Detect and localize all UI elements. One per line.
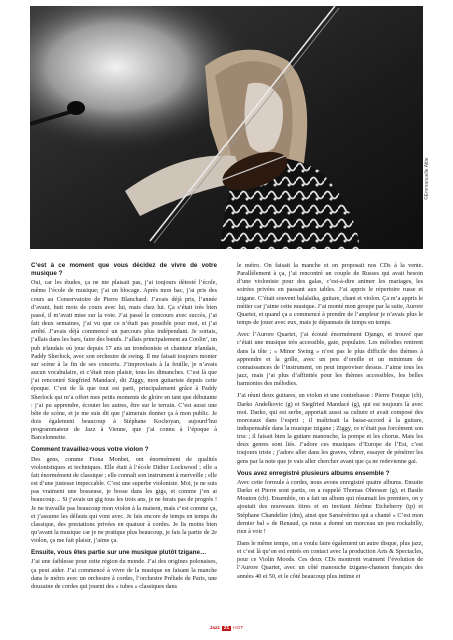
question-heading: C’est à ce moment que vous décidez de vivre de votre musique ? [31,262,217,278]
photo-drawing [30,6,423,249]
question-heading: Ensuite, vous êtes partie sur une musique plutôt tzigane… [31,549,207,557]
paragraph: Avec l’Aurore Quartet, j’ai écouté énormément Django, et trouvé que c’était une musique très accessible, gaie, populaire. Les mélodies rentrent dans la tête ; « Minor Swing » n’est pas le plus difficile des thèmes à apprendre et la grille, avec un peu d’oreille et un minimum de connaissances de l’instrument, on peut improviser dessus. J’aime tous les jazz, mais j’ai plus d’affinités pour les thèmes accessibles, les belles harmonies des mélodies. [237,332,423,388]
page-footer [0,626,453,631]
paragraph: Avec cette formule à cordes, nous avons enregistré quatre albums. Ensuite Darko et Pierre sont partis, on a rappelé Thomas Ohresser (g), et Basile Mouton (cb). Ensemble, on a fait un album qui résumait les premiers, on y ajoutait des nouveaux titres et en invitant Jérôme Etcheberry (tp) et Stéphane Chandelier (dm), ainsi que Sansévérino qui a chanté « C’est mon dernier bal » de Renaud, ça nous a donné un morceau un peu rockabilly, rien à voir ! [237,479,423,535]
paragraph: Dans le même temps, on a voulu faire également un autre disque, plus jazz, et c’est là qu’on est entrés en contact avec la production Arts & Spectacles, pour ce Violin Moods. Ces deux CDs montrent vraiment l’évolution de l’Aurore Quartet, avec un côté manouche tzigane-chanson français des années 40 et 50, et le côté beaucoup plus intime et [237,541,423,580]
question-heading: Vous avez enregistré plusieurs albums ensemble ? [237,469,390,477]
question-heading: Comment travaillez-vous votre violon ? [31,446,149,454]
article-column-right [237,262,423,585]
paragraph: le métro. On faisait la manche et on proposait nos CDs à la vente. Parallèlement à ça, j’ai rencontré un couple de Russes qui avait besoin d’une violoniste pour des galas, c’est-à-dire animer les mariages, les soirées privées en passant aux tables. J’ai appris le répertoire russe et tzigane. C’était souvent balalaïka, guitare, chant et violon. Ça m’a appris le métier car j’aime cette musique. J’ai monté mon groupe par la suite, Aurore Quartet, et quand ça a commencé à prendre de l’ampleur je n’avais plus le temps de jouer avec eux, mais je dépannais de temps en temps. [237,263,423,327]
paragraph: J’ai une faiblesse pour cette région du monde. J’ai des origines polonaises, ça peut aider. J’ai commencé à vivre de la musique en faisant la manche dans le métro avec un orchestre à cordes, l’orchestre Prélude de Paris, une douzaine de cordes qui jouent des « tubes » classiques dans [31,559,217,590]
article-column-left [31,262,217,595]
photo-credit: ©Emmanuelle Attie [424,157,430,200]
footer-page-number: 21 [223,626,230,631]
footer-magazine: Jazz [209,626,220,631]
paragraph: Oui, car les études, ça ne me plaisait pas, j’ai toujours détesté l’école, même l’école de musique; j’ai un blocage. Après mon bac, j’ai pris des cours au Conservatoire de Pierre Blanchard. J’avais déjà pris, l’année d’avant, huit mois de cours avec lui, mais chez lui. Ça s’était très bien passé, il m’avait mise sur la voie. J’ai passé le concours avec succès, j’ai fait deux semaines, j’ai vu que ce n’était pas possible pour moi, et j’ai arrêté. J’avais déjà commencé un parcours plus indépendant. Je sortais, j’allais dans les bars, faire des bœufs. J’allais principalement au Coolin’, un pub irlandais où joue depuis 17 ans un tromboniste et chanteur irlandais, Paddy Sherlock, avec son orchestre de swing. Il me faisait toujours monter sur scène à la fin de ses concerts. J’improvisais à la feuille, je n’avais aucun vocabulaire, et c’était mon plaisir, tous les dimanches. C’est là que j’ai rencontré Siegfried Mandacé, dit Ziggy, mon guitariste depuis cette époque. C’est de là que tout est parti, principalement grâce à Paddy Sherlock qui m’a offert mes petits moments de gloire en tant que débutante : j’ai pu apprendre, écouter les autres, être sur le terrain. C’est aussi une bête de scène, et je me suis dit que j’aimerais donner ça à mon public. Je dois également beaucoup à Stéphane Kochoyan, aujourd’hui programmateur de Jazz à Vienne, que j’ai connu à l’époque à Barcelonnette. [31,280,217,442]
violinist-photo [30,6,423,249]
paragraph: Des gens, comme Fiona Monbet, ont énormément de qualités violonistiques et techniques. Elle était à l’école Didier Lockwood ; elle a fait énormément de classique ; elle connaît son instrument à merveille ; elle est d’une justesse impeccable. C’est une superbe violoniste. Moi, je ne suis pas vraiment une bosseuse, je bosse dans les gigs, et comme j’en ai beaucoup… Si j’avais un gig tous les trois ans, je ne ferais pas de progrès ! Je ne travaille pas beaucoup mon violon à la maison, mais c’est comme ça, et j’assume les défauts qui vont avec. Je fais encore de temps en temps du classique, des prestations privées en quatuor à cordes. Je lis moins bien qu’avant la musique car je ne pratique plus beaucoup, je fais la partie de 2e violon, ça me fait plaisir, j’aime ça. [31,456,217,545]
paragraph: J’ai réuni deux guitares, un violon et une contrebasse : Pierre Fouque (cb), Darko Andelkovic (g) et Siegfried Mandacé (g), qui est toujours là avec moi. Darko, qui est serbe, apportait aussi sa culture et avait composé des morceaux dans l’esprit ; il maîtrisait la basse-accord à la guitare, indispensable dans la musique tzigane ; Ziggy, ce n’était pas forcément son truc ; il faisait bien la guitare manouche, la pompe et les chorus. Mais les deux genres sont liés. J’adore ces musiques d’Europe de l’Est, c’est toujours triste ; j’adore aller dans les graves, vibrer, essayer de pénétrer les gens par la note que je vais aller chercher avant que ça ne redevienne gai. [237,393,423,465]
footer-suffix: HOT [233,626,244,631]
